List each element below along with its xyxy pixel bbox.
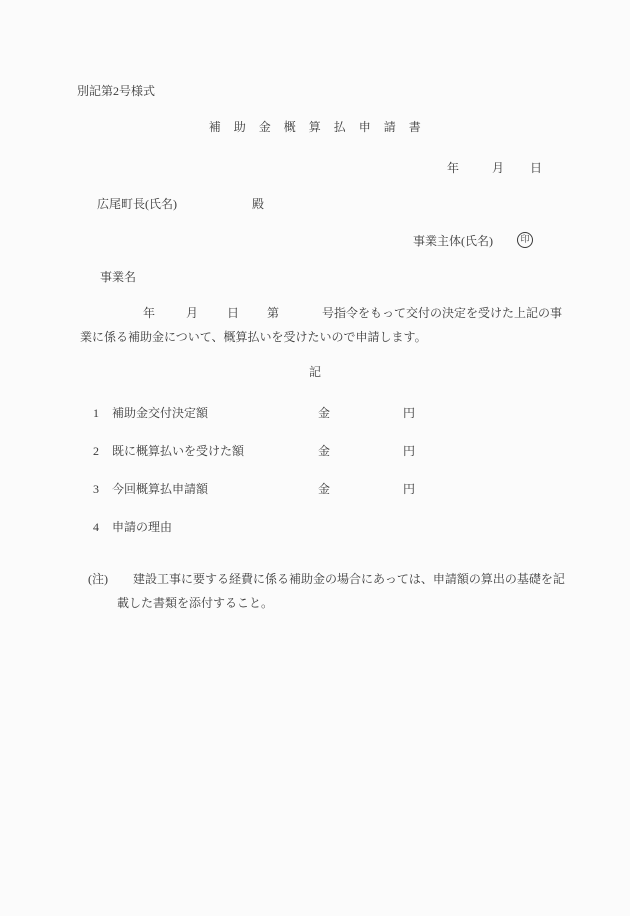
item-unit-label: 円	[403, 482, 416, 496]
addressee-name: 広尾町長(氏名)	[97, 197, 177, 211]
date-month-label: 月	[492, 161, 505, 175]
body-day-label: 日	[227, 306, 240, 320]
item-label: 今回概算払申請額	[112, 482, 209, 496]
body-ordinal-prefix: 第	[267, 306, 280, 320]
item-unit-label: 円	[403, 406, 416, 420]
project-name-label: 事業名	[100, 270, 137, 284]
footnote-label: (注)	[88, 572, 108, 586]
body-month-label: 月	[186, 306, 199, 320]
item-label: 既に概算払いを受けた額	[112, 444, 245, 458]
addressee-honorific: 殿	[252, 197, 265, 211]
applicant-name: 事業主体(氏名)	[413, 234, 493, 248]
item-label: 補助金交付決定額	[112, 406, 209, 420]
item-number: 1	[93, 406, 99, 420]
item-currency-label: 金	[318, 406, 331, 420]
item-unit-label: 円	[403, 444, 416, 458]
item-number: 2	[93, 444, 99, 458]
body-year-label: 年	[143, 306, 156, 320]
date-day-label: 日	[530, 161, 543, 175]
record-heading: 記	[308, 365, 321, 379]
body-text-line1: 号指令をもって交付の決定を受けた上記の事	[322, 306, 563, 320]
item-currency-label: 金	[318, 444, 331, 458]
item-label: 申請の理由	[112, 520, 173, 534]
form-number: 別記第2号様式	[77, 84, 156, 98]
item-currency-label: 金	[318, 482, 331, 496]
item-number: 4	[93, 520, 99, 534]
footnote-line2: 載した書類を添付すること。	[117, 596, 274, 610]
footnote-line1: 建設工事に要する経費に係る補助金の場合にあっては、申請額の算出の基礎を記	[133, 572, 565, 586]
seal-stamp-icon: 印	[517, 232, 533, 248]
document-title: 補 助 金 概 算 払 申 請 書	[208, 120, 422, 134]
item-number: 3	[93, 482, 99, 496]
body-text-line2: 業に係る補助金について、概算払いを受けたいので申請します。	[80, 330, 427, 344]
date-year-label: 年	[447, 161, 460, 175]
